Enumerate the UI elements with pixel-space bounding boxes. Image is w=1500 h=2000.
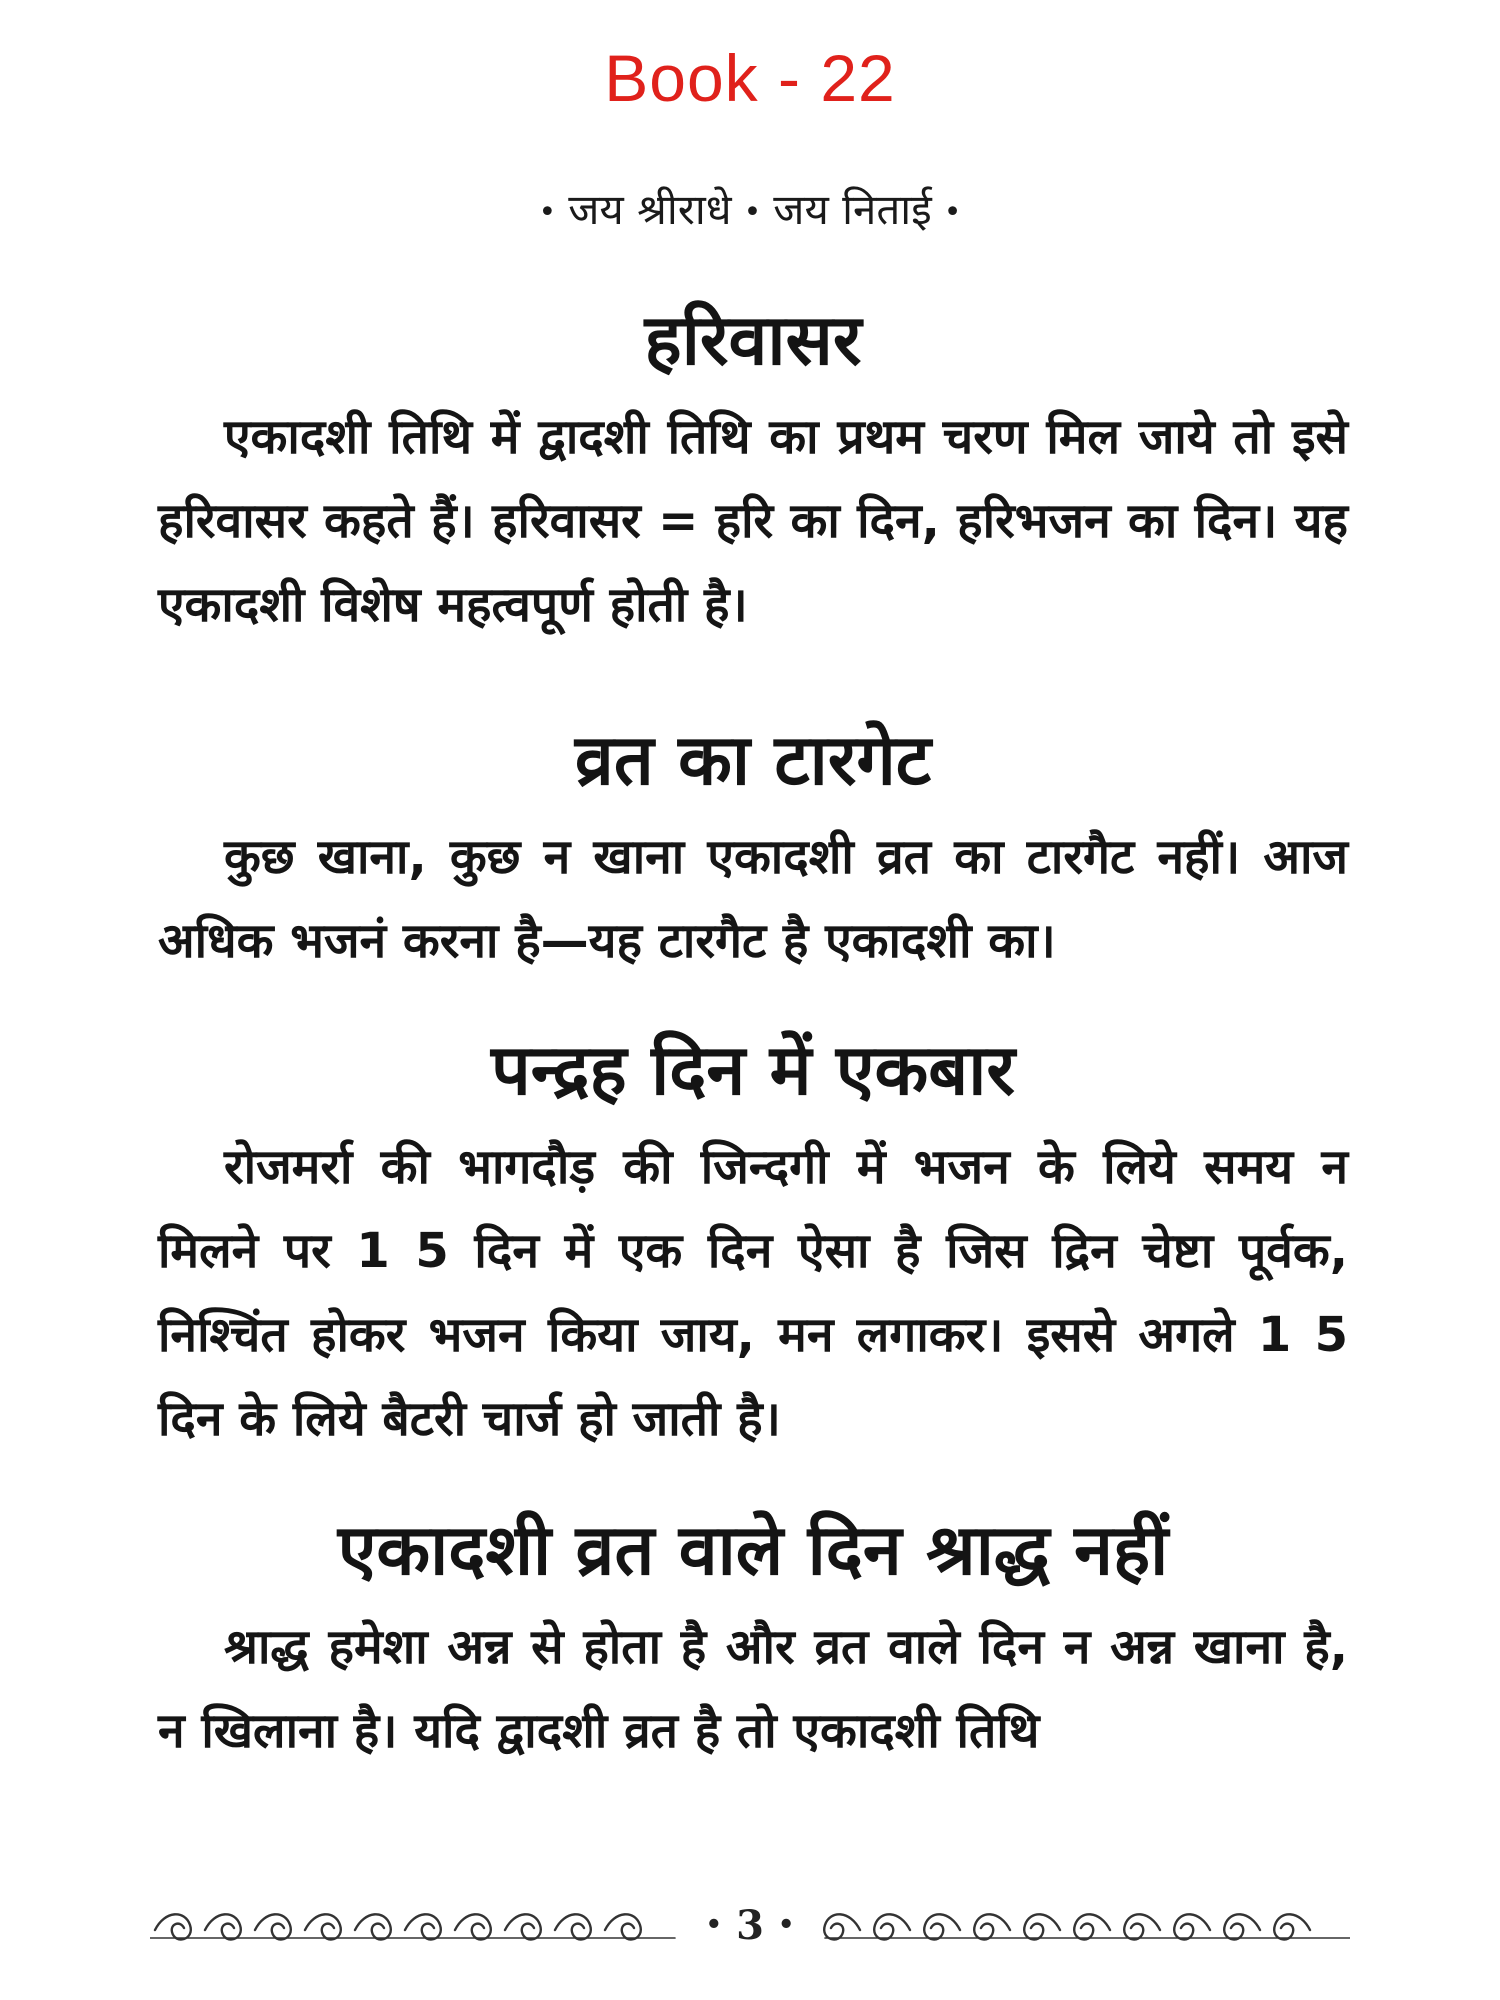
section-shraddh [158,1510,1348,1773]
section-heading: हरिवासर [644,299,862,381]
section-heading: पन्द्रह दिन में एकबार [490,1029,1016,1111]
section-heading: एकादशी व्रत वाले दिन श्राद्ध नहीं [337,1509,1169,1591]
bullet-dot: • [743,195,762,230]
page-footer [150,1895,1350,1955]
page-number-group [705,1902,794,1949]
bullet-dot: • [705,1910,723,1940]
section-vrat-target [158,720,1348,983]
section-paragraph: एकादशी तिथि में द्वादशी तिथि का प्रथम चरण मिल जाये तो इसे हरिवासर कहते हैं। हरिवासर = हरि का दिन, हरिभजन का दिन। यह एकादशी विशेष महत्वपूर्ण होती है। [158,408,1348,633]
section-paragraph: कुछ खाना, कुछ न खाना एकादशी व्रत का टारगैट नहीं। आज अधिक भजनं करना है—यह टारगैट है एकादशी का। [158,828,1348,969]
greeting-right: जय निताई [773,185,932,234]
section-harivasar [158,300,1348,647]
section-heading: व्रत का टारगेट [574,719,932,801]
left-ornament-icon [150,1900,680,1950]
greeting-left: जय श्रीराधे [568,185,732,234]
page-number: 3 [736,1901,764,1949]
greeting-line [0,180,1500,237]
right-ornament-icon [820,1900,1350,1950]
section-paragraph: श्राद्ध हमेशा अन्न से होता है और व्रत वाले दिन न अन्न खाना है, न खिलाना है। यदि द्वादशी व्रत है तो एकादशी तिथि [158,1618,1348,1759]
bullet-dot: • [538,195,557,230]
book-label: Book - 22 [604,41,896,115]
section-pandrah-din [158,1030,1348,1461]
bullet-dot: • [777,1910,795,1940]
bullet-dot: • [943,195,962,230]
section-paragraph: रोजमर्रा की भागदौड़ की जिन्दगी में भजन के लिये समय न मिलने पर 1 5 दिन में एक दिन ऐसा है जिस द्रिन चेष्टा पूर्वक, निश्चिंत होकर भजन किया जाय, मन लगाकर। इससे अगले 1 5 दिन के लिये बैटरी चार्ज हो जाती है। [158,1138,1348,1447]
